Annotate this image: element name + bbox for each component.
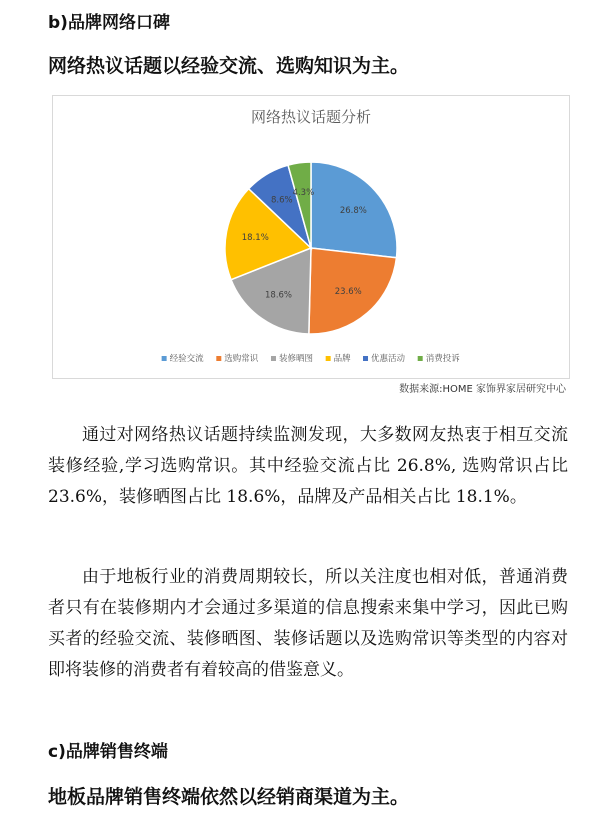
slice-label-1: 26.8%: [339, 206, 367, 217]
slice-label-2: 23.6%: [334, 286, 362, 297]
chart-container: [52, 95, 570, 379]
legend-label-4: 品牌: [333, 354, 351, 364]
legend-label-1: 经验交流: [169, 354, 204, 364]
legend-label-6: 消费投诉: [425, 354, 460, 364]
legend-swatch-2: [216, 356, 221, 361]
pie-chart: [53, 96, 569, 378]
legend-swatch-5: [363, 356, 368, 361]
legend-swatch-1: [162, 356, 167, 361]
slice-label-6: 4.3%: [292, 187, 315, 198]
legend-swatch-6: [418, 356, 423, 361]
section-b-summary: 网络热议话题以经验交流、选购知识为主。: [48, 55, 410, 77]
legend-label-5: 优惠活动: [371, 354, 406, 364]
chart-source: 数据来源:HOME 家饰界家居研究中心: [399, 384, 566, 395]
slice-label-5: 8.6%: [270, 195, 293, 206]
paragraph-1: 通过对网络热议话题持续监测发现，大多数网友热衷于相互交流装修经验,学习选购常识。其中经验交流占比 26.8%, 选购常识占比 23.6%，装修晒图占比 18.6%，品牌及产品相关占比 18.1%。: [48, 425, 568, 507]
section-b-heading: b)品牌网络口碑: [48, 13, 170, 33]
section-c-heading: c)品牌销售终端: [48, 742, 168, 762]
legend-swatch-3: [271, 356, 276, 361]
section-c-summary: 地板品牌销售终端依然以经销商渠道为主。: [48, 786, 410, 808]
slice-label-3: 18.6%: [265, 290, 293, 301]
legend-swatch-4: [326, 356, 331, 361]
legend-label-3: 装修晒图: [278, 354, 314, 364]
slice-label-4: 18.1%: [241, 233, 269, 244]
paragraph-2: 由于地板行业的消费周期较长，所以关注度也相对低，普通消费者只有在装修期内才会通过多渠道的信息搜索来集中学习，因此已购买者的经验交流、装修晒图、装修话题以及选购常识等类型的内容对即将装修的消费者有着较高的借鉴意义。: [48, 567, 568, 680]
legend-label-2: 选购常识: [224, 354, 259, 364]
chart-title: 网络热议话题分析: [250, 108, 372, 126]
